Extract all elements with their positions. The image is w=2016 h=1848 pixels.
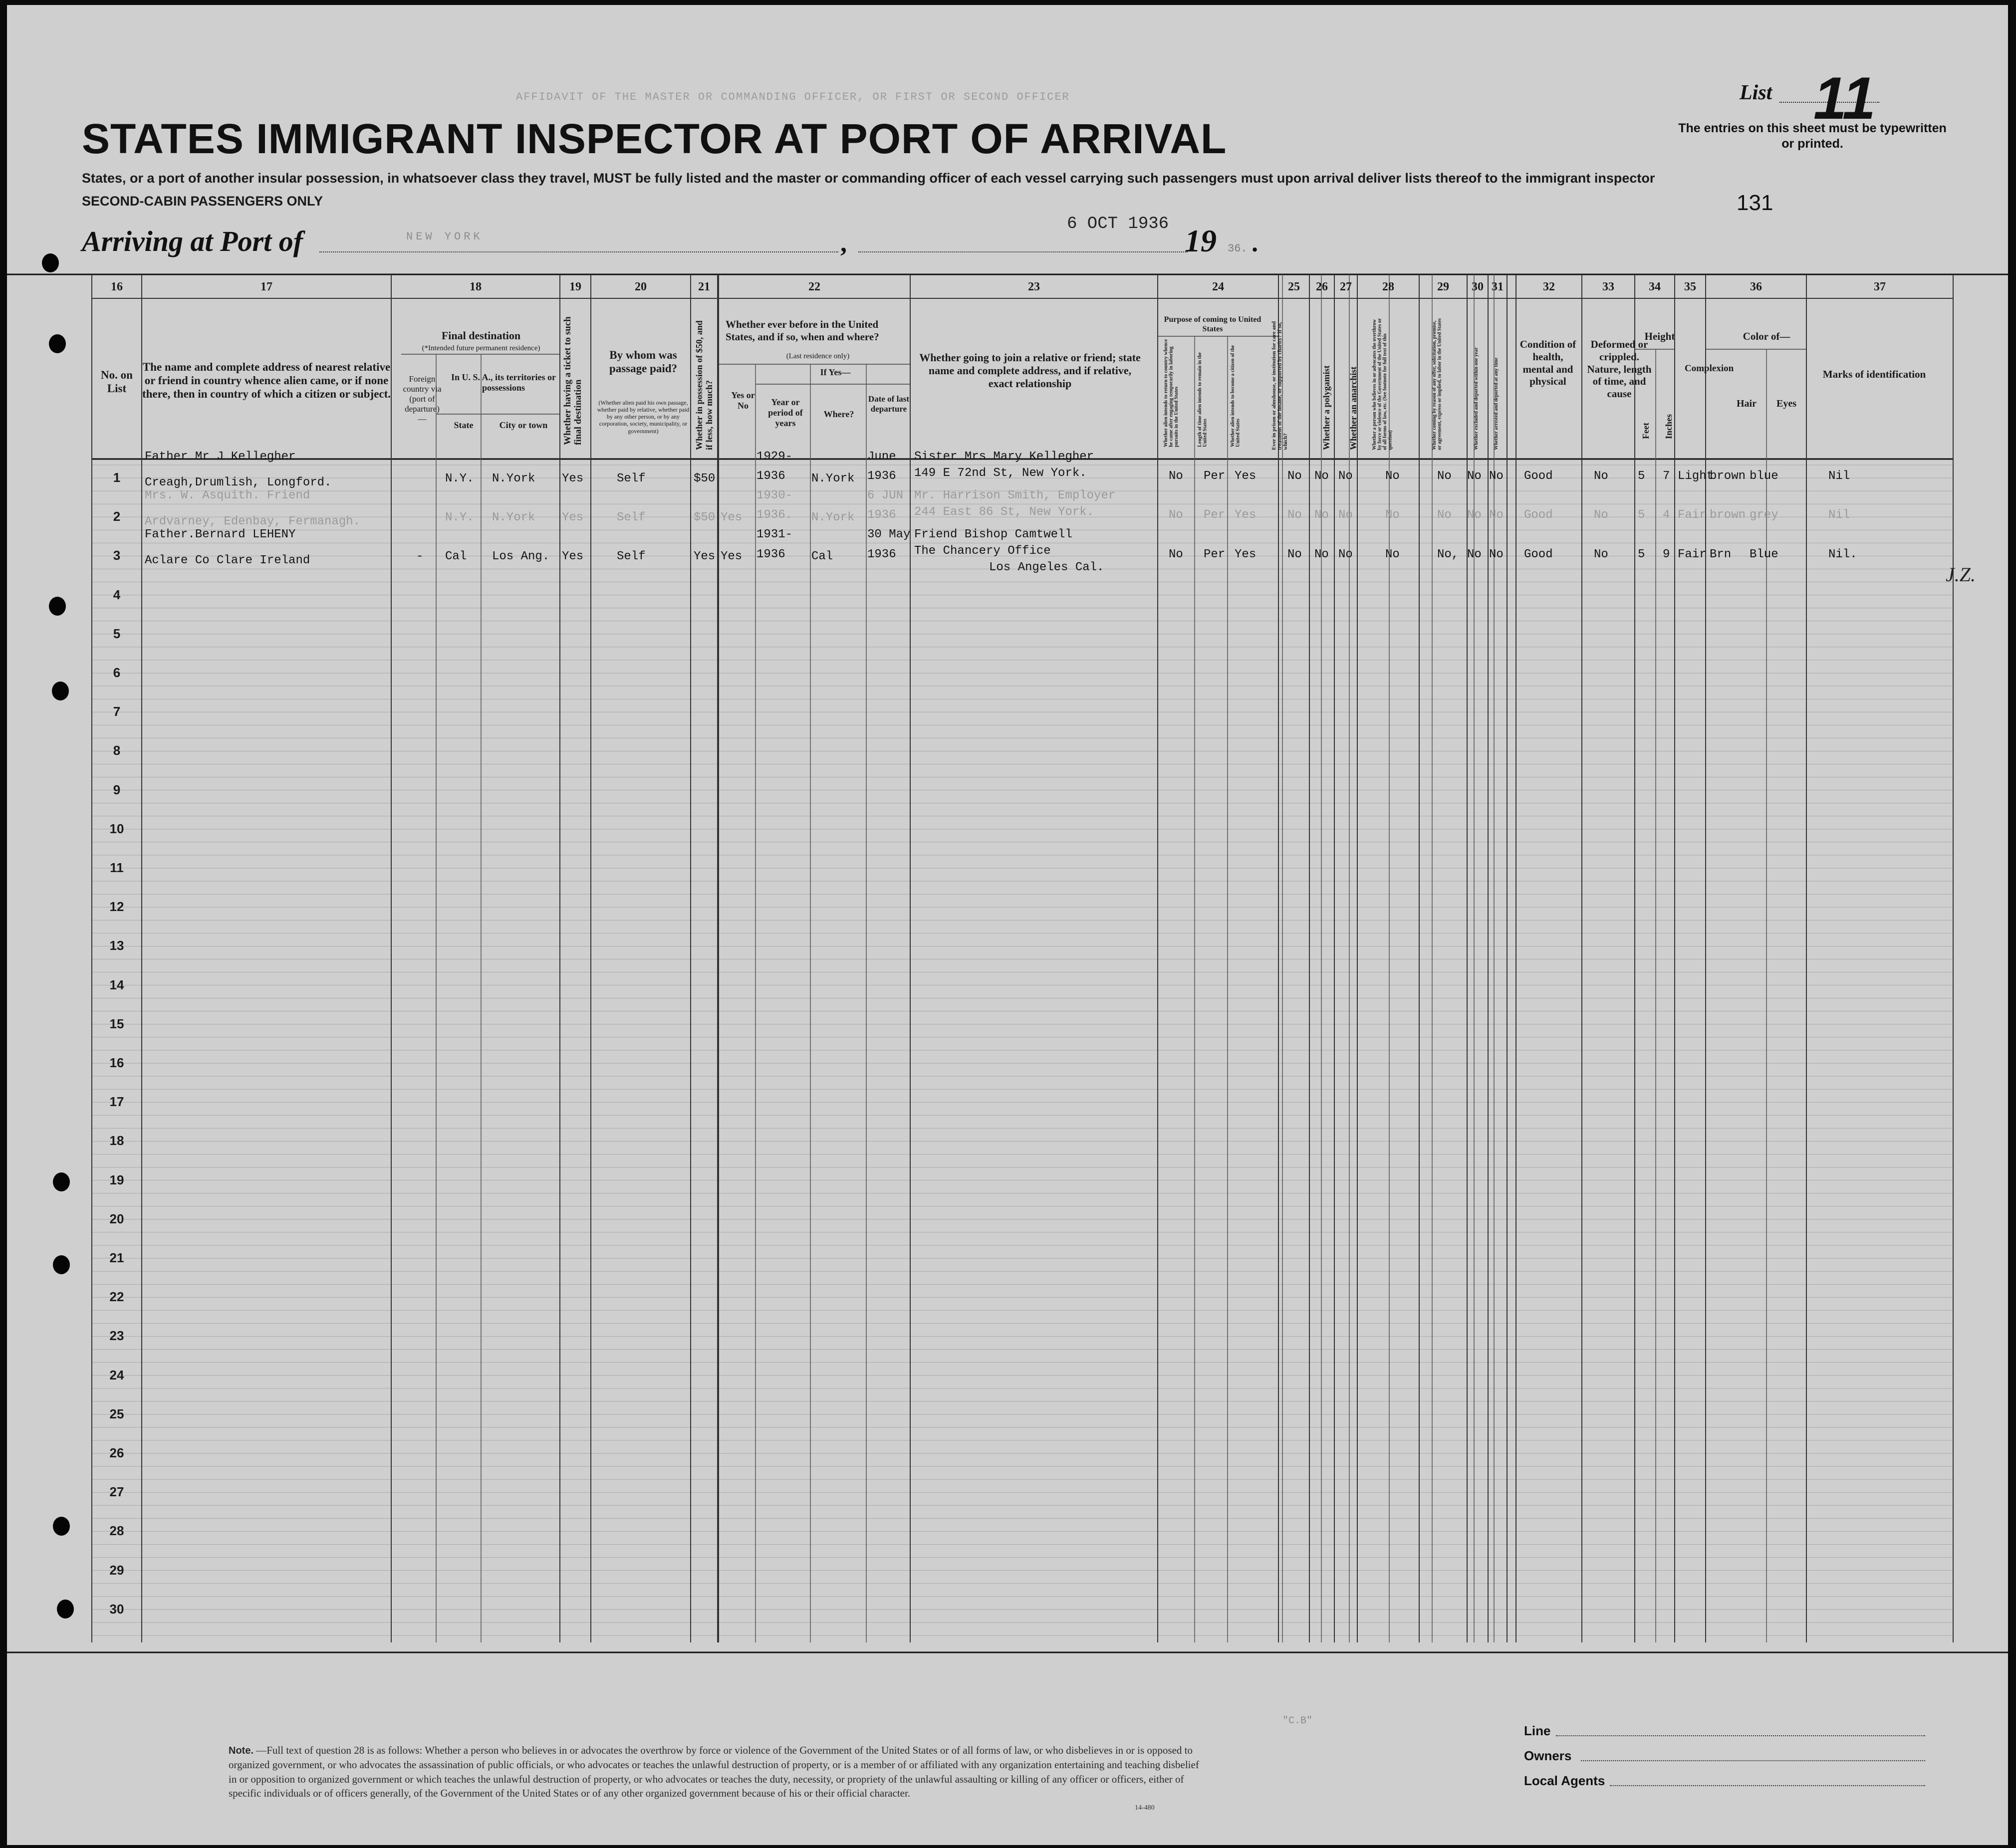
passage-paid-by: Self xyxy=(617,550,646,564)
field-c25: No xyxy=(1287,469,1302,483)
row-number: 7 xyxy=(113,704,121,719)
field-p24c: Yes xyxy=(1235,547,1257,561)
col24c-header: Whether alien intends to become a citizen of the United States xyxy=(1230,345,1241,447)
destination-state: N.Y. xyxy=(445,472,474,485)
previously-in-us: Yes xyxy=(721,550,743,564)
col18-foreign: Foreign country via (port of departure)— xyxy=(403,374,442,424)
field-c30: No xyxy=(1467,508,1482,522)
row-number: 21 xyxy=(109,1250,124,1265)
money: $50 xyxy=(694,472,716,485)
field-marks: Nil xyxy=(1828,508,1850,522)
years-in-us: 1936. xyxy=(756,508,793,522)
field-c28: No xyxy=(1385,508,1400,522)
field-p24b: Per xyxy=(1204,469,1226,483)
years-in-us: 1931- xyxy=(756,528,793,542)
row-number: 10 xyxy=(109,821,124,836)
field-eyes: grey xyxy=(1750,508,1778,522)
field-marks: Nil. xyxy=(1828,547,1857,561)
col16-header: No. on List xyxy=(101,369,133,395)
column-number: 19 xyxy=(569,280,581,293)
page-number: 131 xyxy=(1737,191,1773,215)
relative-address: Creagh,Drumlish, Longford. xyxy=(145,475,332,489)
list-number: 11 xyxy=(1813,65,1876,132)
col22-years: Year or period of years xyxy=(768,397,803,429)
column-number: 24 xyxy=(1212,280,1224,293)
col18-state: State xyxy=(454,420,474,430)
field-hair: brown xyxy=(1710,508,1746,522)
years-in-us: 1930- xyxy=(756,489,793,503)
field-c31: No xyxy=(1489,508,1504,522)
field-c32: Good xyxy=(1524,469,1553,483)
field-eyes: Blue xyxy=(1750,547,1778,561)
col34-header: Height xyxy=(1644,330,1675,342)
column-number: 16 xyxy=(111,280,123,293)
row-number: 12 xyxy=(109,899,124,915)
field-marks: Nil xyxy=(1828,469,1850,483)
column-number: 35 xyxy=(1684,280,1696,293)
destination-state: N.Y. xyxy=(445,511,474,525)
column-number: 36 xyxy=(1750,280,1762,293)
field-c25: No xyxy=(1287,508,1302,522)
col17-header: The name and complete address of nearest relative or friend in country whence alien came, or if none there, then in country of which a citizen or subject. xyxy=(142,361,391,401)
column-number: 28 xyxy=(1382,280,1394,293)
col22-ifyes: If Yes— xyxy=(820,367,851,377)
row-number: 14 xyxy=(109,977,124,992)
relative-name: Father Mr J Kellegher xyxy=(145,450,296,463)
manifest-grid xyxy=(7,5,2008,1845)
joining-address: 149 E 72nd St, New York. xyxy=(914,466,1087,480)
row-number: 9 xyxy=(113,782,121,797)
field-c32: Good xyxy=(1524,547,1553,561)
column-number: 29 xyxy=(1437,280,1449,293)
col32-header: Condition of health, mental and physical xyxy=(1519,338,1576,388)
money: Yes xyxy=(694,550,716,564)
column-number: 18 xyxy=(470,280,482,293)
field-c27: No xyxy=(1338,469,1353,483)
row-number: 1 xyxy=(113,470,121,485)
field-c26: No xyxy=(1314,547,1329,561)
form-number: 14-480 xyxy=(1135,1804,1155,1812)
field-c26: No xyxy=(1314,508,1329,522)
col22-date: Date of last departure xyxy=(868,394,910,414)
field-inches: 9 xyxy=(1663,547,1670,561)
col22-subheader: (Last residence only) xyxy=(786,352,850,360)
relative-name: Mrs. W. Asquith. Friend xyxy=(145,489,310,503)
field-c28: No xyxy=(1385,469,1400,483)
last-departure: 6 JUN xyxy=(867,489,904,503)
col22-where: Where? xyxy=(823,409,854,419)
years-in-us: 1929- xyxy=(756,450,793,463)
row-number: 28 xyxy=(109,1523,124,1539)
column-number: 27 xyxy=(1340,280,1352,293)
footnote-question-28: Note. —Full text of question 28 is as follows: Whether a person who believes in or advocates the overthrow by force or violence of the Government of the United States or of all forms of law, or who disbelieves in or is opposed to organized government, or who advocates the assassination of public officials, or who advocates or teaches the unlawful destruction of property, or is a member of or affiliated with any organization entertaining and teaching disbelief in or opposition to organized government or which teaches the unlawful destruction of property, or who advocates or teaches the duty, necessity, or propriety of the unlawful assaulting or killing of any officer or officers, either of specific individuals or of officers generally, of the Government of the United States or of any other organized government because of his or their official character. xyxy=(229,1744,1199,1800)
joining-contact: Mr. Harrison Smith, Employer xyxy=(914,489,1116,503)
line-field xyxy=(1556,1735,1925,1736)
joining-address: Los Angeles Cal. xyxy=(989,561,1104,575)
field-p24c: Yes xyxy=(1235,508,1257,522)
col30-header: Whether excluded and deported within one year xyxy=(1474,347,1479,450)
years-in-us: 1936 xyxy=(756,469,785,483)
foreign-country: - xyxy=(416,550,424,564)
last-departure: June xyxy=(867,450,896,463)
col22-header: Whether ever before in the United States, and if so, when and where? xyxy=(726,318,879,343)
last-departure: 1936 xyxy=(867,547,896,561)
arriving-label: Arriving at Port of xyxy=(82,225,303,257)
col28-header: Whether a person who believes in or advocates the overthrow by force or violence of the Government of the United States or of all forms of law, etc. (See footnote for full text of this question) xyxy=(1372,318,1393,450)
row-number: 15 xyxy=(109,1016,124,1031)
row-number: 27 xyxy=(109,1484,124,1500)
field-complexion: Fair xyxy=(1678,508,1707,522)
field-p24a: No xyxy=(1169,547,1183,561)
owners-field xyxy=(1581,1760,1925,1761)
column-number: 26 xyxy=(1316,280,1328,293)
col23-header: Whether going to join a relative or friend; state name and complete address, and if relative, exact relationship xyxy=(919,351,1141,390)
row-number: 16 xyxy=(109,1055,124,1070)
row-number: 8 xyxy=(113,743,121,758)
column-number: 21 xyxy=(698,280,710,293)
row-number: 23 xyxy=(109,1328,124,1344)
ticket: Yes xyxy=(562,472,584,485)
form-title: STATES IMMIGRANT INSPECTOR AT PORT OF ARRIVAL xyxy=(82,115,1227,162)
col37-header: Marks of identification xyxy=(1822,368,1926,380)
field-c30: No xyxy=(1467,469,1482,483)
column-number: 20 xyxy=(635,280,647,293)
field-p24a: No xyxy=(1169,508,1183,522)
field-c29: No, xyxy=(1437,547,1459,561)
col36-eyes: Eyes xyxy=(1776,398,1796,409)
destination-state: Cal xyxy=(445,550,467,564)
previous-residence: N.York xyxy=(811,511,855,525)
field-c30: No xyxy=(1467,547,1482,561)
col24-header: Purpose of coming to United States xyxy=(1164,315,1261,333)
manifest-sheet: AFFIDAVIT OF THE MASTER OR COMMANDING OFFICER, OR FIRST OR SECOND OFFICER STATES IMMIGRANT INSPECTOR AT PORT OF ARRIVAL States, or a port of another insular possession, in whatsoever class they travel, MUST be fully listed and the master or commanding officer of each vessel carrying such passengers must upon arrival deliver lists thereof to the immigrant inspector SECOND-CABIN PASSENGERS ONLY List 11 The entries on this sheet must be typewritten or printed. 131 Arriving at Port of NEW YORK , 6 OCT 1936 19 36. . 16 17 18 19 20 21 22 23 24 25 26 27 28 29 30 31 32 33 34 35 36 37 No. on List The name and complete address of nearest relative or friend in country whence alien came, or if none there, then in country of which a citizen or subject. Final destination (*Intended future permanent residence) Foreign country via (port of departure)— In U. S. A., its territories or possessions State City or town Whether having a ticket to such final destination By whom was passage paid? (Whether alien paid his own passage, whether paid by relative, whether paid by any other person, or by any corporation, society, municipality, or government) Whether in possession of $50, and if less, how much? Whether ever before in the United States, and if so, when and where? (Last residence only) If Yes— Yes or No Year or period of years Where? Date of last departure Whether going to join a relative or friend; state name and complete address, and if relative, exact relationship Purpose of coming to United States Whether alien intends to return to country whence he came after engaging temporarily in laboring pursuits in the United States Length of time alien intends to remain in the United States Whether alien intends to become a citizen of the United States Ever in prison or almshouse, or institution for care and treatment of the insane, or supported by charity? If so, which? Whether a polygamist Whether an anarchist Whether a person who believes in or advocates the overthrow by force or violence of the Government of the United States or of all forms of law, etc. (See footnote for full text of this question) Whether coming by reason of any offer, solicitation, promise, or agreement, express or implied, to labor in the United States Whether excluded and deported within one year Whether arrested and deported at any time Condition of health, mental and physical Deformed or crippled. Nature, length of time, and cause Height Feet Inches Complexion Color of— Hair Eyes Marks of identification 1 2 3 4 5 6 7 8 9 10 11 12 13 14 15 16 17 18 19 20 21 22 23 24 25 26 27 28 29 30 Father Mr J Kellegher Creagh,Drumlish, Longford. N.Y. N.York Yes Self $50 1929- 1936 N.York June 1936 Sister Mrs Mary Kellegher 149 E 72nd St, New York. No Per Yes No No No No No No No Good No 5 7 Light brown blue Nil Mrs. W. Asquith. Friend Ardvarney, Edenbay, Fermanagh. N.Y. N.York Yes Self $50 Yes 1930- 1936. N.York 6 JUN 1936 Mr. Harrison Smith, Employer 244 East 86 St, New York. No Per Yes No No No No No No No Good No 5 4 Fair brown grey Nil Father.Bernard LEHENY Aclare Co Clare Ireland - Cal Los Ang. Yes Self Yes Yes 1931- 1936 Cal 30 May 1936 Friend Bishop Camtwell The Chancery Office Los Angeles Cal. No Per Yes No No No No No, No No Good No 5 9 Fair Brn Blue Nil. J.Z. Note. —Full text of question 28 is as follows: Whether a person who believes in or advocates the overthrow by force or violence of the Government of the United States or of all forms of law, or who disbelieves in or is opposed to organized government, or who advocates the assassination of public officials, or who advocates or teaches the unlawful destruction of property, or is a member of or affiliated with any organization entertaining and teaching disbelief in or opposition to organized government or which teaches the unlawful destruction of property, or who advocates or teaches the duty, necessity, or propriety of the unlawful assaulting or killing of any officer or officers, either of specific individuals or of officers generally, of the Government of the United States or of any other organized government because of his or their official character. "C.B" 14-480 Line Owners Local Agents xyxy=(7,5,2008,1845)
typewritten-notice: The entries on this sheet must be typewritten or printed. xyxy=(1678,121,1947,151)
field-c27: No xyxy=(1338,547,1353,561)
row-number: 11 xyxy=(110,860,124,875)
port-value: NEW YORK xyxy=(406,231,483,243)
previously-in-us: Yes xyxy=(721,511,743,525)
col19-header: Whether having a ticket to such final destination xyxy=(562,316,583,445)
destination-city: N.York xyxy=(492,511,535,525)
last-departure: 30 May xyxy=(867,528,911,542)
row-number: 17 xyxy=(109,1094,124,1110)
joining-contact: Friend Bishop Camtwell xyxy=(914,528,1072,542)
local-agents-label: Local Agents xyxy=(1524,1773,1605,1788)
row-number: 18 xyxy=(109,1133,124,1149)
field-c26: No xyxy=(1314,469,1329,483)
year-suffix: 36. xyxy=(1228,242,1248,255)
col18-usa: In U. S. A., its territories or possessions xyxy=(451,372,556,393)
col29-header: Whether coming by reason of any offer, solicitation, promise, or agreement, express or implied, to labor in the United States xyxy=(1432,318,1443,450)
col31-header: Whether arrested and deported at any time xyxy=(1494,357,1499,450)
form-instructions: States, or a port of another insular possession, in whatsoever class they travel, MUST be fully listed and the master or commanding officer of each vessel carrying such passengers must upon arrival deliver lists thereof to the immigrant inspector xyxy=(82,171,1655,186)
relative-address: Aclare Co Clare Ireland xyxy=(145,554,310,567)
field-inches: 7 xyxy=(1663,469,1670,483)
handwritten-initials: J.Z. xyxy=(1946,563,1976,586)
joining-address: The Chancery Office xyxy=(914,544,1051,558)
joining-address: 244 East 86 St, New York. xyxy=(914,505,1094,519)
row-number: 4 xyxy=(113,587,121,602)
column-number: 33 xyxy=(1602,280,1614,293)
row-number: 3 xyxy=(113,548,121,563)
field-inches: 4 xyxy=(1663,508,1670,522)
column-number: 34 xyxy=(1649,280,1661,293)
row-number: 5 xyxy=(113,626,121,641)
field-c31: No xyxy=(1489,469,1504,483)
list-label: List xyxy=(1740,81,1772,104)
col18-subheader: (*Intended future permanent residence) xyxy=(422,344,540,352)
col35-header: Complexion xyxy=(1685,363,1734,374)
col34-feet: Feet xyxy=(1641,423,1651,439)
col26-header: Whether a polygamist xyxy=(1321,365,1331,450)
field-complexion: Light xyxy=(1678,469,1714,483)
col21-header: Whether in possession of $50, and if less, how much? xyxy=(694,320,714,450)
local-agents-field xyxy=(1610,1785,1925,1786)
column-number: 23 xyxy=(1028,280,1040,293)
row-number: 24 xyxy=(109,1367,124,1383)
year-prefix: 19 xyxy=(1185,223,1217,258)
field-c29: No xyxy=(1437,508,1452,522)
column-number: 17 xyxy=(260,280,272,293)
col25-header: Ever in prison or almshouse, or institution for care and treatment of the insane, or supported by charity? If so, which? xyxy=(1271,321,1289,450)
last-departure: 1936 xyxy=(867,469,896,483)
column-number: 22 xyxy=(808,280,820,293)
years-in-us: 1936 xyxy=(756,547,785,561)
cabin-stamp: "C.B" xyxy=(1282,1715,1313,1727)
previous-residence: Cal xyxy=(811,550,833,564)
col20-header: By whom was passage paid? xyxy=(609,349,678,375)
row-number: 22 xyxy=(109,1289,124,1305)
row-number: 13 xyxy=(109,938,124,953)
col24b-header: Length of time alien intends to remain in the United States xyxy=(1197,352,1208,447)
col36-header: Color of— xyxy=(1743,330,1790,342)
field-c27: No xyxy=(1338,508,1353,522)
field-c31: No xyxy=(1489,547,1504,561)
column-number: 30 xyxy=(1472,280,1484,293)
passage-paid-by: Self xyxy=(617,511,646,525)
field-feet: 5 xyxy=(1638,547,1645,561)
col20-subheader: (Whether alien paid his own passage, whether paid by relative, whether paid by any other person, or by any corporation, society, municipality, or government) xyxy=(597,399,690,435)
row-number: 2 xyxy=(113,509,121,524)
relative-address: Ardvarney, Edenbay, Fermanagh. xyxy=(145,514,361,528)
passenger-class: SECOND-CABIN PASSENGERS ONLY xyxy=(82,194,323,209)
col24a-header: Whether alien intends to return to country whence he came after engaging temporarily in laboring pursuits in the United States xyxy=(1163,339,1179,447)
row-number: 25 xyxy=(109,1406,124,1421)
joining-contact: Sister Mrs Mary Kellegher xyxy=(914,450,1094,463)
col36-hair: Hair xyxy=(1737,398,1757,409)
col27-header: Whether an anarchist xyxy=(1348,366,1358,450)
field-c33: No xyxy=(1594,508,1608,522)
column-number: 25 xyxy=(1288,280,1300,293)
col18-city: City or town xyxy=(499,420,548,430)
field-c33: No xyxy=(1594,547,1608,561)
col34-inches: Inches xyxy=(1664,414,1674,439)
arrival-date-stamp: 6 OCT 1936 xyxy=(1067,215,1169,233)
field-c28: No xyxy=(1385,547,1400,561)
line-label: Line xyxy=(1524,1723,1551,1738)
row-number: 19 xyxy=(109,1172,124,1187)
ticket: Yes xyxy=(562,511,584,525)
field-complexion: Fair xyxy=(1678,547,1707,561)
row-number: 6 xyxy=(113,665,121,680)
field-c33: No xyxy=(1594,469,1608,483)
col33-header: Deformed or crippled. Nature, length of time, and cause xyxy=(1587,338,1652,400)
field-p24c: Yes xyxy=(1235,469,1257,483)
previous-residence: N.York xyxy=(811,472,855,485)
field-p24b: Per xyxy=(1204,547,1226,561)
field-hair: brown xyxy=(1710,469,1746,483)
last-departure: 1936 xyxy=(867,508,896,522)
col18-header: Final destination xyxy=(441,329,521,342)
destination-city: N.York xyxy=(492,472,535,485)
field-p24a: No xyxy=(1169,469,1183,483)
field-c29: No xyxy=(1437,469,1452,483)
row-number: 29 xyxy=(109,1562,124,1578)
ticket: Yes xyxy=(562,550,584,564)
column-number: 32 xyxy=(1543,280,1555,293)
field-feet: 5 xyxy=(1638,469,1645,483)
field-c25: No xyxy=(1287,547,1302,561)
money: $50 xyxy=(694,511,716,525)
col22-yesno: Yes or No xyxy=(731,390,755,411)
destination-city: Los Ang. xyxy=(492,550,550,564)
owners-label: Owners xyxy=(1524,1748,1572,1763)
row-number: 26 xyxy=(109,1445,124,1460)
relative-name: Father.Bernard LEHENY xyxy=(145,528,296,542)
field-eyes: blue xyxy=(1750,469,1778,483)
field-p24b: Per xyxy=(1204,508,1226,522)
row-number: 20 xyxy=(109,1211,124,1226)
row-number: 30 xyxy=(109,1601,124,1617)
field-feet: 5 xyxy=(1638,508,1645,522)
bleed-through-text: AFFIDAVIT OF THE MASTER OR COMMANDING OFFICER, OR FIRST OR SECOND OFFICER xyxy=(516,91,1070,103)
field-c32: Good xyxy=(1524,508,1553,522)
column-number: 31 xyxy=(1492,280,1504,293)
field-hair: Brn xyxy=(1710,547,1732,561)
column-number: 37 xyxy=(1874,280,1886,293)
passage-paid-by: Self xyxy=(617,472,646,485)
